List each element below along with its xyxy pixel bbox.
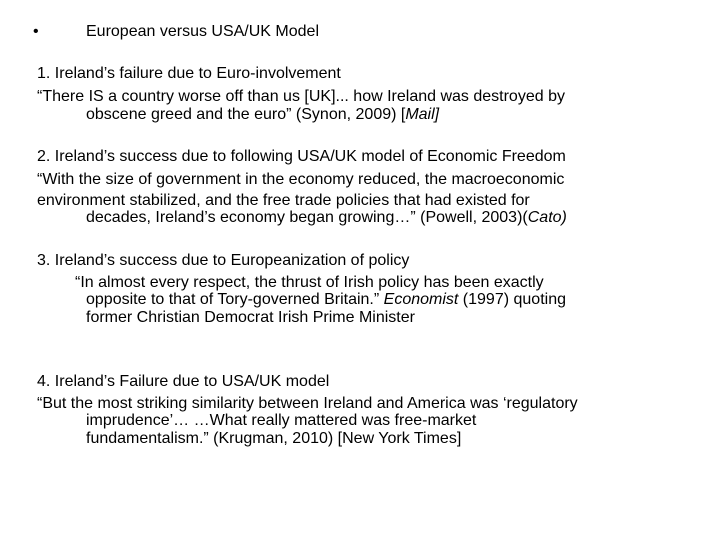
section-4-quote-line-1: “But the most striking similarity between Ireland and America was ‘regulatory bbox=[37, 395, 578, 412]
section-1-title: 1. Ireland’s failure due to Euro-involvement bbox=[37, 65, 341, 82]
section-3-title: 3. Ireland’s success due to Europeanization of policy bbox=[37, 252, 410, 269]
section-3-quote-line-2 bbox=[86, 291, 566, 309]
section-2-quote-line-1: “With the size of government in the economy reduced, the macroeconomic bbox=[37, 171, 565, 188]
section-2-quote-text: decades, Ireland’s economy began growing…” (Powell, 2003)( bbox=[86, 209, 528, 226]
section-3-quote-text: opposite to that of Tory-governed Britain.” bbox=[86, 291, 384, 308]
bullet-marker: • bbox=[33, 23, 39, 40]
section-4-quote-line-2: imprudence’… …What really mattered was free-market bbox=[86, 412, 477, 429]
section-1-quote-line-2 bbox=[86, 106, 439, 124]
section-2-source: Cato) bbox=[527, 209, 567, 226]
section-2-title: 2. Ireland’s success due to following USA/UK model of Economic Freedom bbox=[37, 148, 566, 165]
section-3-quote-line-1: “In almost every respect, the thrust of Irish policy has been exactly bbox=[75, 274, 544, 291]
section-3-quote-continuation: (1997) quoting bbox=[458, 291, 566, 308]
section-2-quote-line-3 bbox=[86, 209, 567, 227]
section-3-source: Economist bbox=[383, 291, 459, 308]
section-1-source: Mail] bbox=[405, 106, 440, 123]
slide-heading: European versus USA/UK Model bbox=[86, 23, 319, 40]
section-4-title: 4. Ireland’s Failure due to USA/UK model bbox=[37, 373, 330, 390]
section-3-quote-line-3: former Christian Democrat Irish Prime Minister bbox=[86, 309, 415, 326]
section-2-quote-line-2: environment stabilized, and the free trade policies that had existed for bbox=[37, 192, 530, 209]
section-1-quote-line-1: “There IS a country worse off than us [UK]... how Ireland was destroyed by bbox=[37, 88, 565, 105]
section-1-quote-text: obscene greed and the euro” (Synon, 2009) [ bbox=[86, 106, 406, 123]
section-4-quote-line-3: fundamentalism.” (Krugman, 2010) [New York Times] bbox=[86, 430, 462, 447]
